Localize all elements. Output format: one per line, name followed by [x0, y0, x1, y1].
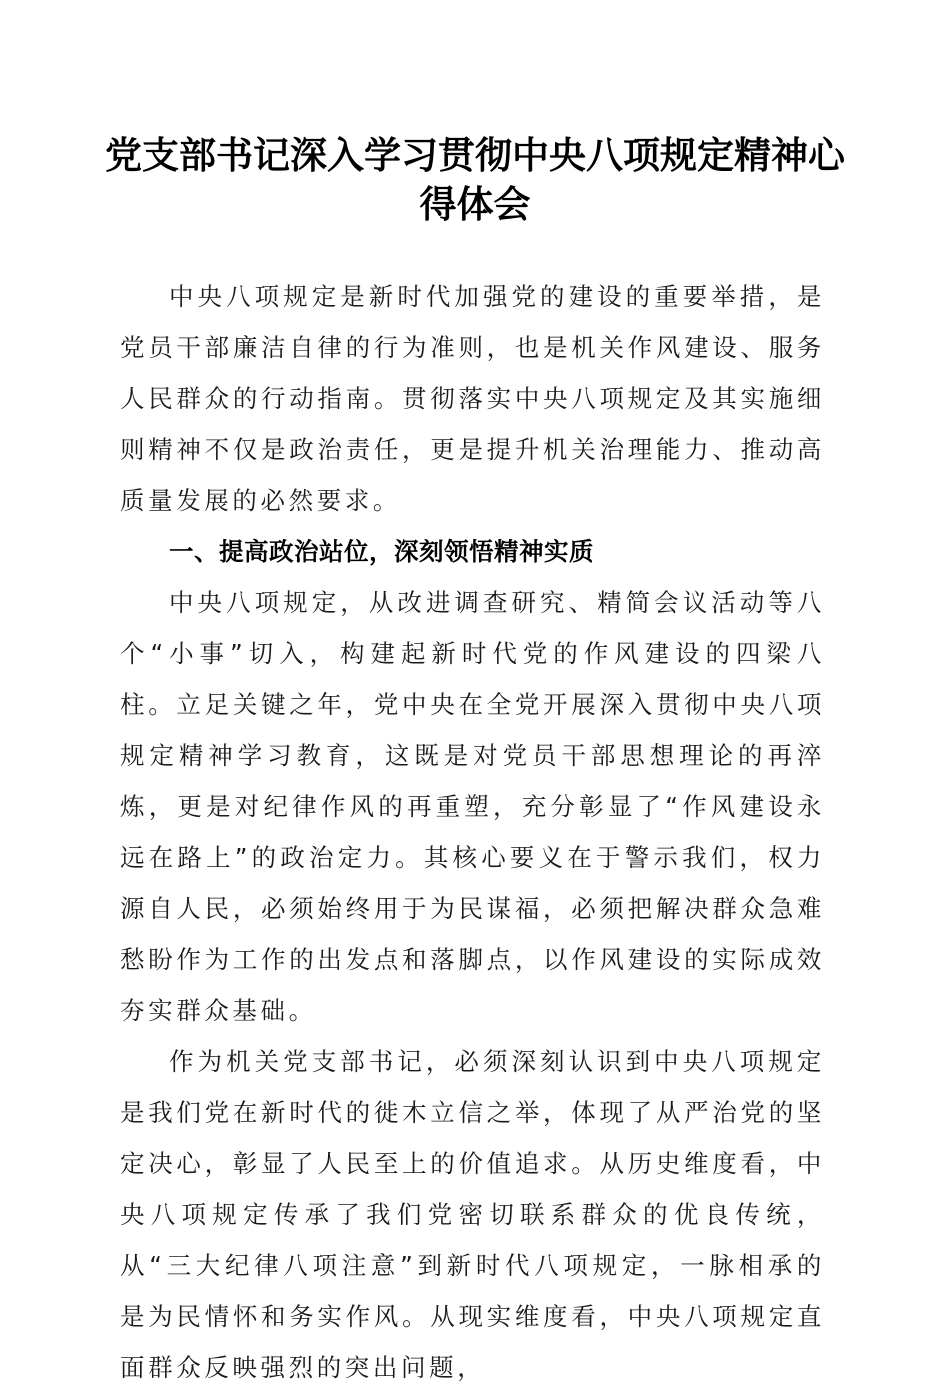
section-paragraph-1: 中央八项规定，从改进调查研究、精简会议活动等八个“小事”切入，构建起新时代党的作风建设的四梁八柱。立足关键之年，党中央在全党开展深入贯彻中央八项规定精神学习教育，这既是对党员干部思想理论的再淬炼，更是对纪律作风的再重塑，充分彰显了“作风建设永远在路上”的政治定力。其核心要义在于警示我们，权力源自人民，必须始终用于为民谋福，必须把解决群众急难愁盼作为工作的出发点和落脚点，以作风建设的实际成效夯实群众基础。: [120, 588, 825, 1025]
document-body: [120, 271, 825, 1393]
intro-paragraph: 中央八项规定是新时代加强党的建设的重要举措，是党员干部廉洁自律的行为准则，也是机关作风建设、服务人民群众的行动指南。贯彻落实中央八项规定及其实施细则精神不仅是政治责任，更是提升机关治理能力、推动高质量发展的必然要求。: [120, 282, 825, 515]
section-paragraph-2: 作为机关党支部书记，必须深刻认识到中央八项规定是我们党在新时代的徙木立信之举，体现了从严治党的坚定决心，彰显了人民至上的价值追求。从历史维度看，中央八项规定传承了我们党密切联系群众的优良传统，从“三大纪律八项注意”到新时代八项规定，一脉相承的是为民情怀和务实作风。从现实维度看，中央八项规定直面群众反映强烈的突出问题，: [120, 1047, 825, 1382]
document-title: 党支部书记深入学习贯彻中央八项规定精神心得体会: [105, 133, 845, 226]
section-heading: 一、提高政治站位，深刻领悟精神实质: [169, 537, 594, 566]
